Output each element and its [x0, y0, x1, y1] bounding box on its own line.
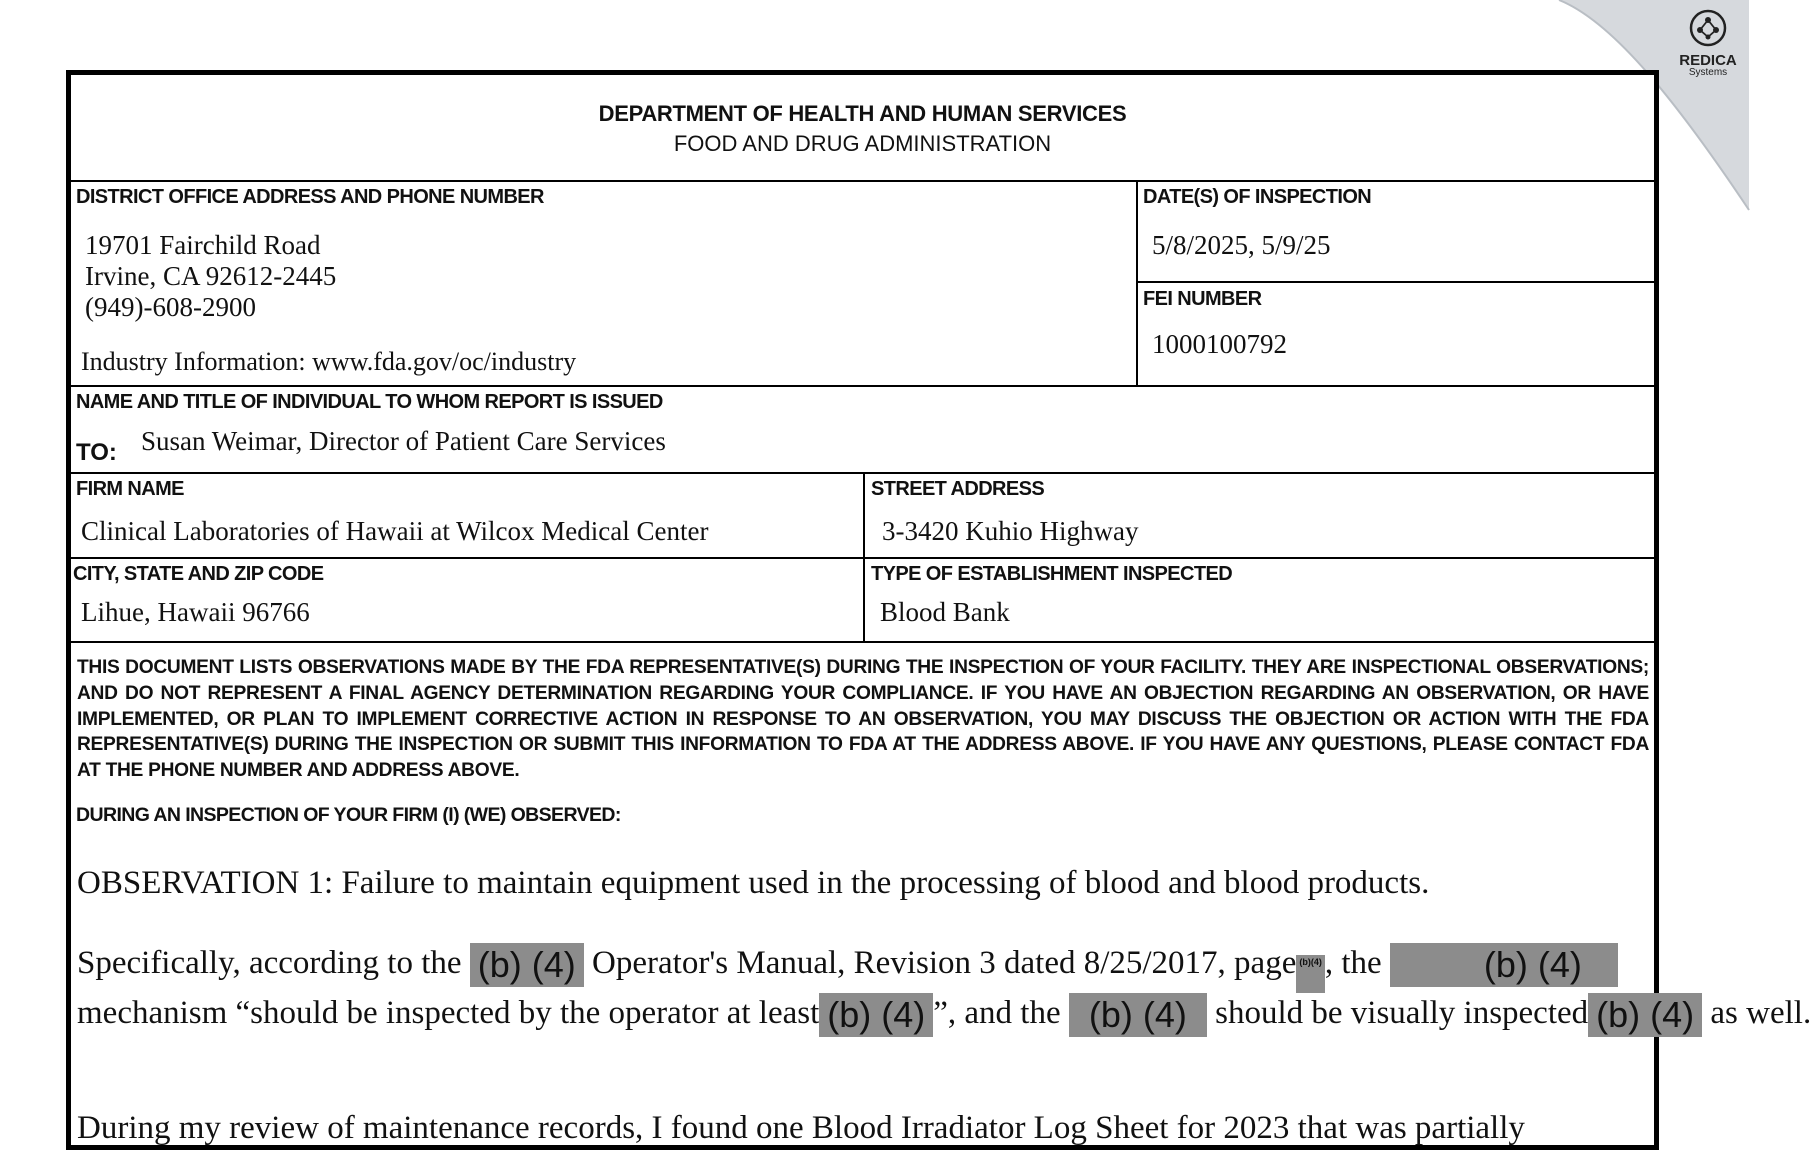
redaction-box: (b) (4) [1588, 993, 1702, 1037]
district-address-line2: Irvine, CA 92612-2445 [85, 261, 337, 291]
observation-1-body [77, 943, 1811, 1037]
redaction-box: (b) (4) [1069, 993, 1207, 1037]
obs-text: as well. [1710, 995, 1811, 1031]
logo-sub: Systems [1688, 67, 1728, 78]
establishment-type-label: TYPE OF ESTABLISHMENT INSPECTED [871, 563, 1233, 585]
firm-name-value: Clinical Laboratories of Hawaii at Wilcox Medical Center [81, 516, 709, 546]
obs-text: should be visually inspected [1215, 995, 1589, 1031]
divider [71, 180, 1654, 182]
fei-value: 1000100792 [1152, 329, 1287, 359]
network-logo-icon [1688, 8, 1728, 48]
observation-1-line2 [77, 993, 1811, 1037]
redaction-box: (b) (4) [470, 943, 584, 987]
redica-logo [1672, 8, 1744, 78]
district-address-line1: 19701 Fairchild Road [85, 230, 321, 260]
obs-text: ”, and the [933, 995, 1061, 1031]
disclaimer-notice: THIS DOCUMENT LISTS OBSERVATIONS MADE BY THE FDA REPRESENTATIVE(S) DURING THE INSPECTION OF YOUR FACILITY. THEY ARE INSPECTIONAL OBSERVATIONS; AND DO NOT REPRESENT A FINAL AGENCY DETERMINATION REGARDING YOUR COMPLIANCE. IF YOU HAVE AN OBJECTION REGARDING AN OBSERVATION, OR HAVE IMPLEMENTED, OR PLAN TO IMPLEMENT CORRECTIVE ACTION IN RESPONSE TO AN OBSERVATION, YOU MAY DISCUSS THE OBJECTION OR ACTION WITH THE FDA REPRESENTATIVE(S) DURING THE INSPECTION OR SUBMIT THIS INFORMATION TO FDA AT THE ADDRESS ABOVE. IF YOU HAVE ANY QUESTIONS, PLEASE CONTACT FDA AT THE PHONE NUMBER AND ADDRESS ABOVE. [77, 657, 1649, 782]
logo-name: REDICA [1679, 52, 1737, 69]
obs-text: Operator's Manual, Revision 3 dated 8/25/2017, page [592, 945, 1297, 981]
to-label: TO: [76, 439, 117, 466]
divider [1136, 281, 1654, 283]
district-office-label: DISTRICT OFFICE ADDRESS AND PHONE NUMBER [76, 186, 544, 208]
divider [71, 557, 1654, 559]
obs-text: , the [1324, 945, 1382, 981]
establishment-type-value: Blood Bank [880, 597, 1010, 627]
agency-heading: FOOD AND DRUG ADMINISTRATION [673, 131, 1052, 156]
observed-label: DURING AN INSPECTION OF YOUR FIRM (I) (WE) OBSERVED: [76, 804, 621, 826]
observation-1-title: OBSERVATION 1: Failure to maintain equipment used in the processing of blood and blood products. [77, 865, 1430, 901]
fei-label: FEI NUMBER [1143, 288, 1262, 310]
observation-1-line1 [77, 943, 1657, 993]
divider [71, 385, 1654, 387]
inspection-dates-label: DATE(S) OF INSPECTION [1143, 186, 1372, 208]
district-phone: (949)-608-2900 [85, 292, 256, 322]
industry-info: Industry Information: www.fda.gov/oc/industry [81, 347, 577, 376]
recipient-value: Susan Weimar, Director of Patient Care Services [141, 426, 666, 456]
city-label: CITY, STATE AND ZIP CODE [73, 563, 324, 585]
inspection-dates-value: 5/8/2025, 5/9/25 [1152, 230, 1331, 260]
obs-text: mechanism “should be inspected by the operator at least [77, 995, 820, 1031]
redaction-box: (b) (4) [1390, 943, 1618, 987]
city-value: Lihue, Hawaii 96766 [81, 597, 310, 627]
observation-1-next-line: During my review of maintenance records, I found one Blood Irradiator Log Sheet for 2023 that was partially [77, 1110, 1525, 1146]
department-heading: DEPARTMENT OF HEALTH AND HUMAN SERVICES [598, 101, 1127, 126]
recipient-label: NAME AND TITLE OF INDIVIDUAL TO WHOM REPORT IS ISSUED [76, 391, 663, 413]
obs-text: Specifically, according to the [77, 945, 462, 981]
redaction-box: (b) (4) [819, 993, 933, 1037]
divider [71, 641, 1654, 643]
firm-name-label: FIRM NAME [76, 478, 184, 500]
redaction-box-small: (b)(4) [1296, 955, 1325, 993]
street-address-label: STREET ADDRESS [871, 478, 1045, 500]
street-address-value: 3-3420 Kuhio Highway [882, 516, 1139, 546]
